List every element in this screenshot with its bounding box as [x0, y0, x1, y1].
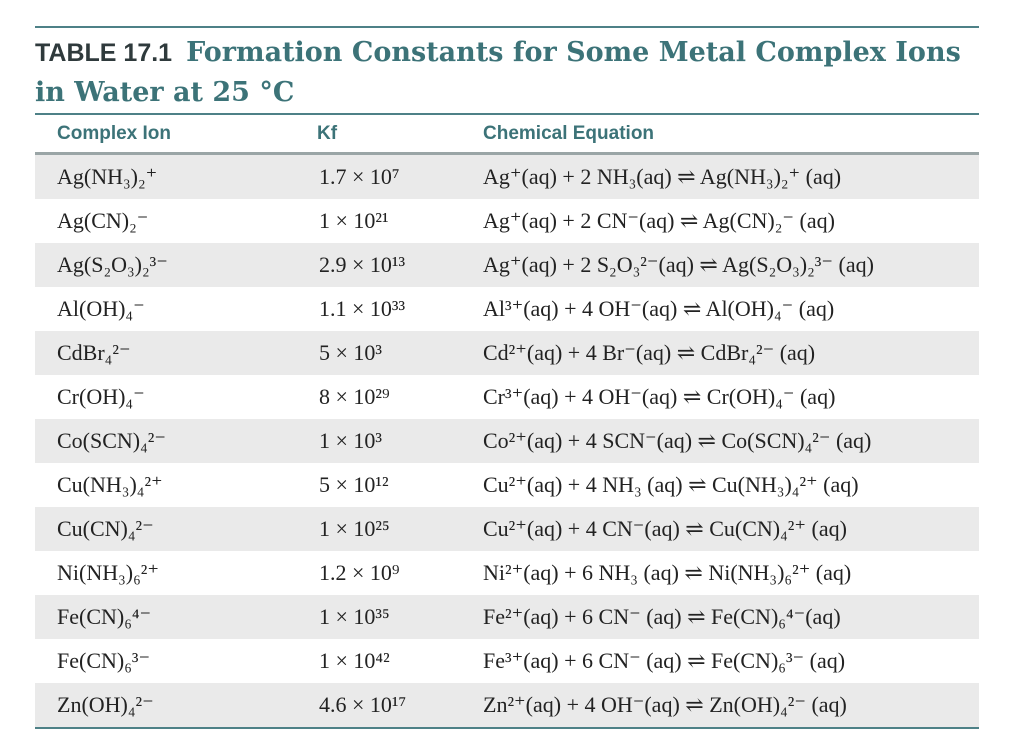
table-row: [35, 419, 979, 463]
cell-complex-ion: Al(OH)₄⁻: [57, 296, 145, 321]
cell-kf: 1 × 10³⁵: [319, 604, 390, 629]
cell-equation: Ag⁺(aq) + 2 CN⁻(aq) ⇌ Ag(CN)₂⁻ (aq): [483, 208, 835, 233]
cell-complex-ion: Zn(OH)₄²⁻: [57, 692, 154, 717]
table-row: [35, 287, 979, 331]
header-chemical-equation: Chemical Equation: [483, 123, 655, 144]
table-body: [35, 155, 979, 727]
table-row: [35, 507, 979, 551]
cell-equation: Cr³⁺(aq) + 4 OH⁻(aq) ⇌ Cr(OH)₄⁻ (aq): [483, 384, 836, 409]
table-title: Formation Constants for Some Metal Complex Ions in Water at 25 °C: [35, 37, 961, 108]
cell-complex-ion: Ag(NH₃)₂⁺: [57, 164, 158, 189]
cell-equation: Fe³⁺(aq) + 6 CN⁻ (aq) ⇌ Fe(CN)₆³⁻ (aq): [483, 648, 846, 673]
caption-rule: [35, 113, 979, 115]
table-row: [35, 595, 979, 639]
table-row: [35, 551, 979, 595]
cell-kf: 1.1 × 10³³: [319, 296, 406, 321]
table-number: TABLE 17.1: [35, 39, 173, 67]
cell-kf: 4.6 × 10¹⁷: [319, 692, 407, 717]
table-row: [35, 683, 979, 727]
table-row: [35, 375, 979, 419]
cell-kf: 1 × 10²¹: [319, 208, 389, 233]
cell-equation: Al³⁺(aq) + 4 OH⁻(aq) ⇌ Al(OH)₄⁻ (aq): [483, 296, 835, 321]
cell-equation: Cu²⁺(aq) + 4 CN⁻(aq) ⇌ Cu(CN)₄²⁺ (aq): [483, 516, 847, 541]
cell-equation: Cu²⁺(aq) + 4 NH₃ (aq) ⇌ Cu(NH₃)₄²⁺ (aq): [483, 472, 859, 497]
cell-complex-ion: CdBr₄²⁻: [57, 340, 131, 365]
cell-equation: Ni²⁺(aq) + 6 NH₃ (aq) ⇌ Ni(NH₃)₆²⁺ (aq): [483, 560, 852, 585]
cell-complex-ion: Ni(NH₃)₆²⁺: [57, 560, 159, 585]
table-row: [35, 243, 979, 287]
cell-complex-ion: Ag(S₂O₃)₂³⁻: [57, 252, 168, 277]
cell-equation: Co²⁺(aq) + 4 SCN⁻(aq) ⇌ Co(SCN)₄²⁻ (aq): [483, 428, 872, 453]
cell-kf: 5 × 10¹²: [319, 472, 389, 497]
cell-kf: 1 × 10⁴²: [319, 648, 390, 673]
cell-complex-ion: Fe(CN)₆⁴⁻: [57, 604, 152, 629]
cell-kf: 1.2 × 10⁹: [319, 560, 400, 585]
cell-equation: Ag⁺(aq) + 2 S₂O₃²⁻(aq) ⇌ Ag(S₂O₃)₂³⁻ (aq): [483, 252, 874, 277]
table-caption: [35, 33, 979, 113]
bottom-rule: [35, 727, 979, 729]
table-row: [35, 199, 979, 243]
cell-equation: Cd²⁺(aq) + 4 Br⁻(aq) ⇌ CdBr₄²⁻ (aq): [483, 340, 816, 365]
cell-kf: 1.7 × 10⁷: [319, 164, 400, 189]
cell-complex-ion: Fe(CN)₆³⁻: [57, 648, 151, 673]
cell-complex-ion: Cr(OH)₄⁻: [57, 384, 145, 409]
cell-kf: 8 × 10²⁹: [319, 384, 390, 409]
header-complex-ion: Complex Ion: [57, 123, 172, 144]
table-row: [35, 463, 979, 507]
cell-kf: 2.9 × 10¹³: [319, 252, 406, 277]
table-row: [35, 639, 979, 683]
header-kf: Kf: [317, 123, 338, 144]
table-row: [35, 155, 979, 199]
cell-complex-ion: Ag(CN)₂⁻: [57, 208, 149, 233]
cell-equation: Zn²⁺(aq) + 4 OH⁻(aq) ⇌ Zn(OH)₄²⁻ (aq): [483, 692, 847, 717]
table-header: [35, 116, 979, 152]
cell-kf: 1 × 10²⁵: [319, 516, 390, 541]
cell-equation: Fe²⁺(aq) + 6 CN⁻ (aq) ⇌ Fe(CN)₆⁴⁻(aq): [483, 604, 841, 629]
cell-kf: 5 × 10³: [319, 340, 383, 365]
cell-equation: Ag⁺(aq) + 2 NH₃(aq) ⇌ Ag(NH₃)₂⁺ (aq): [483, 164, 842, 189]
cell-complex-ion: Co(SCN)₄²⁻: [57, 428, 167, 453]
cell-complex-ion: Cu(NH₃)₄²⁺: [57, 472, 163, 497]
top-rule: [35, 26, 979, 28]
cell-kf: 1 × 10³: [319, 428, 383, 453]
cell-complex-ion: Cu(CN)₄²⁻: [57, 516, 154, 541]
table-row: [35, 331, 979, 375]
